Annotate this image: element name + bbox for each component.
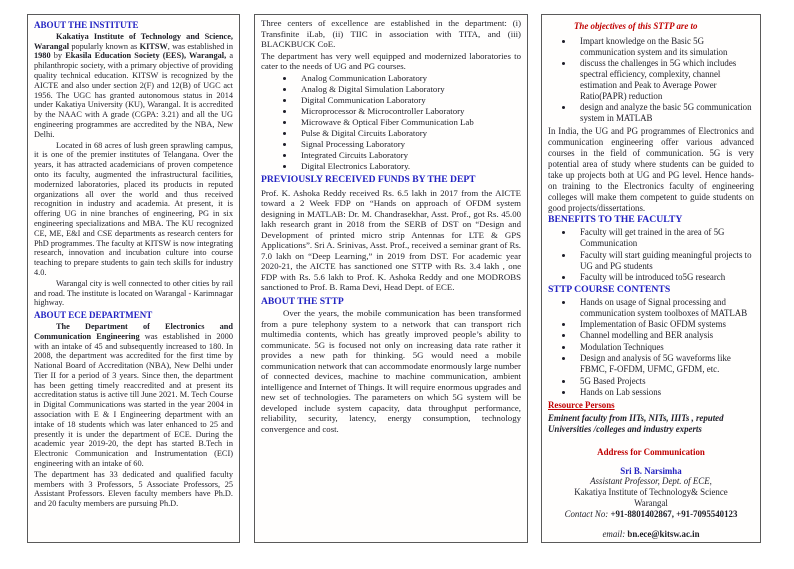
list-item: • Faculty will be introduced to5G research: [574, 272, 754, 283]
text-run: Contact No:: [564, 509, 611, 520]
funds-paragraph: Prof. K. Ashoka Reddy received Rs. 6.5 lakh in 2017 from the AICTE toward a 2 Week FDP on “Hands on approach of OFDM system designing in MATLAB: Dr. M. Chandrasekhar, Asst. Prof., got Rs. 45.00 lakh research grant in 2018 from the SERB of DST on “Design and Development of printed micro strip Antennas for LTE & GPS Applications”. Sri A. Srinivas, Asst. Prof., received a seminar grant of Rs. 7.0 lakh on “Deep Learning,” in 2019 from DST. For academic year 2020-21, the AICTE has sanctioned one STTP with Rs. 3.4 lakh , one FDP with Rs. 5.6 lakh to Prof. K. Ashoka Reddy and one MODROBS sanctioned to Prof. B. Rama Devi, Head Dept. of ECE.: [261, 187, 521, 292]
text-run: Kakatiya Institute of Technology and Science, Warangal: [34, 31, 233, 51]
list-item: • Faculty will start guiding meaningful projects to UG and PG students: [574, 250, 754, 272]
india-context-paragraph: In India, the UG and PG programmes of Electronics and communication engineering offer various advanced courses in the field of communication. 5G is very potential area of study where students can be guided to take up projects both at UG and PG level. Hence hands-on training to the Electronics faculty of engineering colleges will make them competent to guide students on good projects/dissertations.: [548, 126, 754, 213]
text-run: email:: [602, 529, 628, 540]
list-item: • Hands on Lab sessions: [574, 387, 754, 398]
objectives-list: [548, 36, 754, 124]
text-run: The Department of Electronics and Communication Engineering: [34, 321, 233, 341]
list-item: • Implementation of Basic OFDM systems: [574, 319, 754, 330]
course-contents-heading: STTP COURSE CONTENTS: [548, 283, 671, 295]
address-heading: Address for Communication: [597, 446, 705, 457]
about-institute-paragraph: [34, 32, 233, 140]
list-item: • Faculty will get trained in the area of 5G Communication: [574, 227, 754, 249]
about-sttp-heading: ABOUT THE STTP: [261, 295, 344, 307]
list-item: • discuss the challenges in 5G which includes spectral efficiency, complexity, channel estimation and Peak to Average Power Ratio(PAPR) reduction: [574, 58, 754, 102]
text-run: was established in 2000 with an intake of 45 and subsequently increased to 180. In 2008, the department was accredited for the first time by National Board of Accreditation (NBA), New Delhi under Tier II for a period of 3 years. Since then, the department has been getting timely reaccredited and at present its accreditation status is active till June 2021. M. Tech Course in Digital Communications was started in the year 2004 in association with E & I Engineering department with an intake of 18 students which was later enhanced to 25 and presently it is under the department of ECE. During the academic year 2019-20, the dept has started B.Tech in Electronic Communication and Instrumentation (ECI) engineering with an intake of 60.: [34, 331, 233, 469]
text-run: a philanthropic society, with a primary objective of providing quality technical education. KITSW is recognized by the AICTE and also under section 2(F) and 12(B) of UGC act 1956. The UGC has granted autonomous status in 2014 under Kakatiya University (KU), Warangal. It is accredited by the NAAC with A grade (CGPA: 3.21) and all the UG engineering programmes are accredited by the NBA, New Delhi.: [34, 51, 233, 139]
list-item: • Signal Processing Laboratory: [295, 139, 521, 150]
labs-intro-paragraph: The department has very well equipped and modernized laboratories to cater to the needs of UG and PG courses.: [261, 50, 521, 71]
centers-of-excellence-paragraph: Three centers of excellence are established in the department: (i) Transfinite iLab, (ii) TIIC in association with TITA, and (iii) BLACKBUCK CoE.: [261, 18, 521, 49]
contact-title: Assistant Professor, Dept. of ECE,: [590, 476, 712, 487]
list-item: • Hands on usage of Signal processing and communication system toolboxes of MATLAB: [574, 297, 754, 319]
benefits-list: [548, 227, 754, 283]
list-item: • Digital Electronics Laboratory.: [295, 161, 521, 172]
text-run: KITSW: [139, 41, 168, 51]
list-item: • Analog Communication Laboratory: [295, 73, 521, 84]
text-run: 1980: [34, 51, 51, 61]
list-item: • 5G Based Projects: [574, 376, 754, 387]
text-run: popularly known as: [69, 41, 140, 51]
text-run: , was established in: [167, 41, 233, 51]
list-item: • Digital Communication Laboratory: [295, 95, 521, 106]
text-run: +91-8801402867, +91-7095540123: [610, 509, 738, 520]
list-item: • Impart knowledge on the Basic 5G communication system and its simulation: [574, 36, 754, 58]
list-item: • Channel modelling and BER analysis: [574, 330, 754, 341]
course-contents-list: [548, 297, 754, 398]
contact-organization: Kakatiya Institute of Technology& Science: [574, 487, 728, 498]
sttp-details-column: [541, 14, 761, 543]
ece-department-paragraph: [34, 322, 233, 469]
list-item: • design and analyze the basic 5G communication system in MATLAB: [574, 102, 754, 124]
objectives-heading: The objectives of this STTP are to: [574, 21, 698, 31]
contact-name: Sri B. Narsimha: [620, 465, 682, 476]
about-institute-heading: ABOUT THE INSTITUTE: [34, 20, 139, 30]
contact-email: [548, 529, 754, 540]
department-facilities-column: [254, 14, 528, 543]
list-item: • Microwave & Optical Fiber Communication Lab: [295, 117, 521, 128]
about-ece-heading: ABOUT ECE DEPARTMENT: [34, 310, 153, 321]
list-item: • Design and analysis of 5G waveforms like FBMC, F-OFDM, UFMC, GFDM, etc.: [574, 353, 754, 375]
campus-paragraph: Located in 68 acres of lush green sprawling campus, it is one of the premier institutes of Telangana. Over the years, it has attracted academicians of proven competence onto its faculty, augmented the infrastructural facilities, modernized laboratories, placed its products in reputed organizations all over the world and thus received recognition in industry and academia. At present, it is offering UG in nine branches of engineering, PG in six engineering specializations and MBA. The KU recognized CE, ME, E&I and CSE departments as research centers for PhD programmes. The faculty at KITSW is now integrating research, innovation and incubation culture into course teaching to prepare students to gain tech skills for industry 4.0.: [34, 140, 233, 277]
about-institute-column: [27, 14, 240, 543]
list-item: • Integrated Circuits Laboratory: [295, 150, 521, 161]
resource-persons-heading: Resource Persons: [548, 399, 615, 410]
connectivity-paragraph: Warangal city is well connected to other cities by rail and road. The institute is located on Warangal - Karimnagar highway.: [34, 278, 233, 308]
list-item: • Analog & Digital Simulation Laboratory: [295, 84, 521, 95]
contact-city: Warangal: [634, 498, 668, 509]
about-sttp-paragraph: Over the years, the mobile communication has been transformed from a pure telephony system to a network that can transport rich multimedia contents, which has greatly improved people’s ability to communicate. 5G is focused not only on increasing data rate rather it provides a new path for thinking. 5G would need a mobile communication network that can accommodate enormously large number of connected devices, machine to machine communication, ambient intelligence and Internet of Things. It will require enormous upgrades and new set of technologies. The parameters on which 5G system will be developed include system capacity, data throughput performance, reliability, security, latency, energy consumption, technology convergence and cost.: [261, 308, 522, 434]
contact-phone: [548, 509, 754, 520]
list-item: • Microprocessor & Microcontroller Laboratory: [295, 106, 521, 117]
funds-heading: PREVIOUSLY RECEIVED FUNDS BY THE DEPT: [261, 174, 476, 185]
resource-persons-note: Eminent faculty from IITs, NITs, IIITs , reputed Universities /colleges and industry experts: [548, 412, 724, 434]
text-run: bn.ece@kitsw.ac.in: [627, 529, 700, 540]
text-run: by: [50, 51, 66, 61]
faculty-strength-paragraph: The department has 33 dedicated and qualified faculty members with 3 Professors, 5 Associate Professors, 25 Assistant Professors. Eleven faculty members have Ph.D. and 20 faculty members are pursuing Ph.D.: [34, 469, 233, 509]
text-run: Ekasila Education Society (EES), Warangal,: [65, 51, 227, 61]
benefits-heading: BENEFITS TO THE FACULTY: [548, 214, 683, 226]
contact-block: [548, 466, 754, 521]
laboratories-list: [261, 73, 521, 172]
list-item: • Pulse & Digital Circuits Laboratory: [295, 128, 521, 139]
list-item: • Modulation Techniques: [574, 342, 754, 353]
